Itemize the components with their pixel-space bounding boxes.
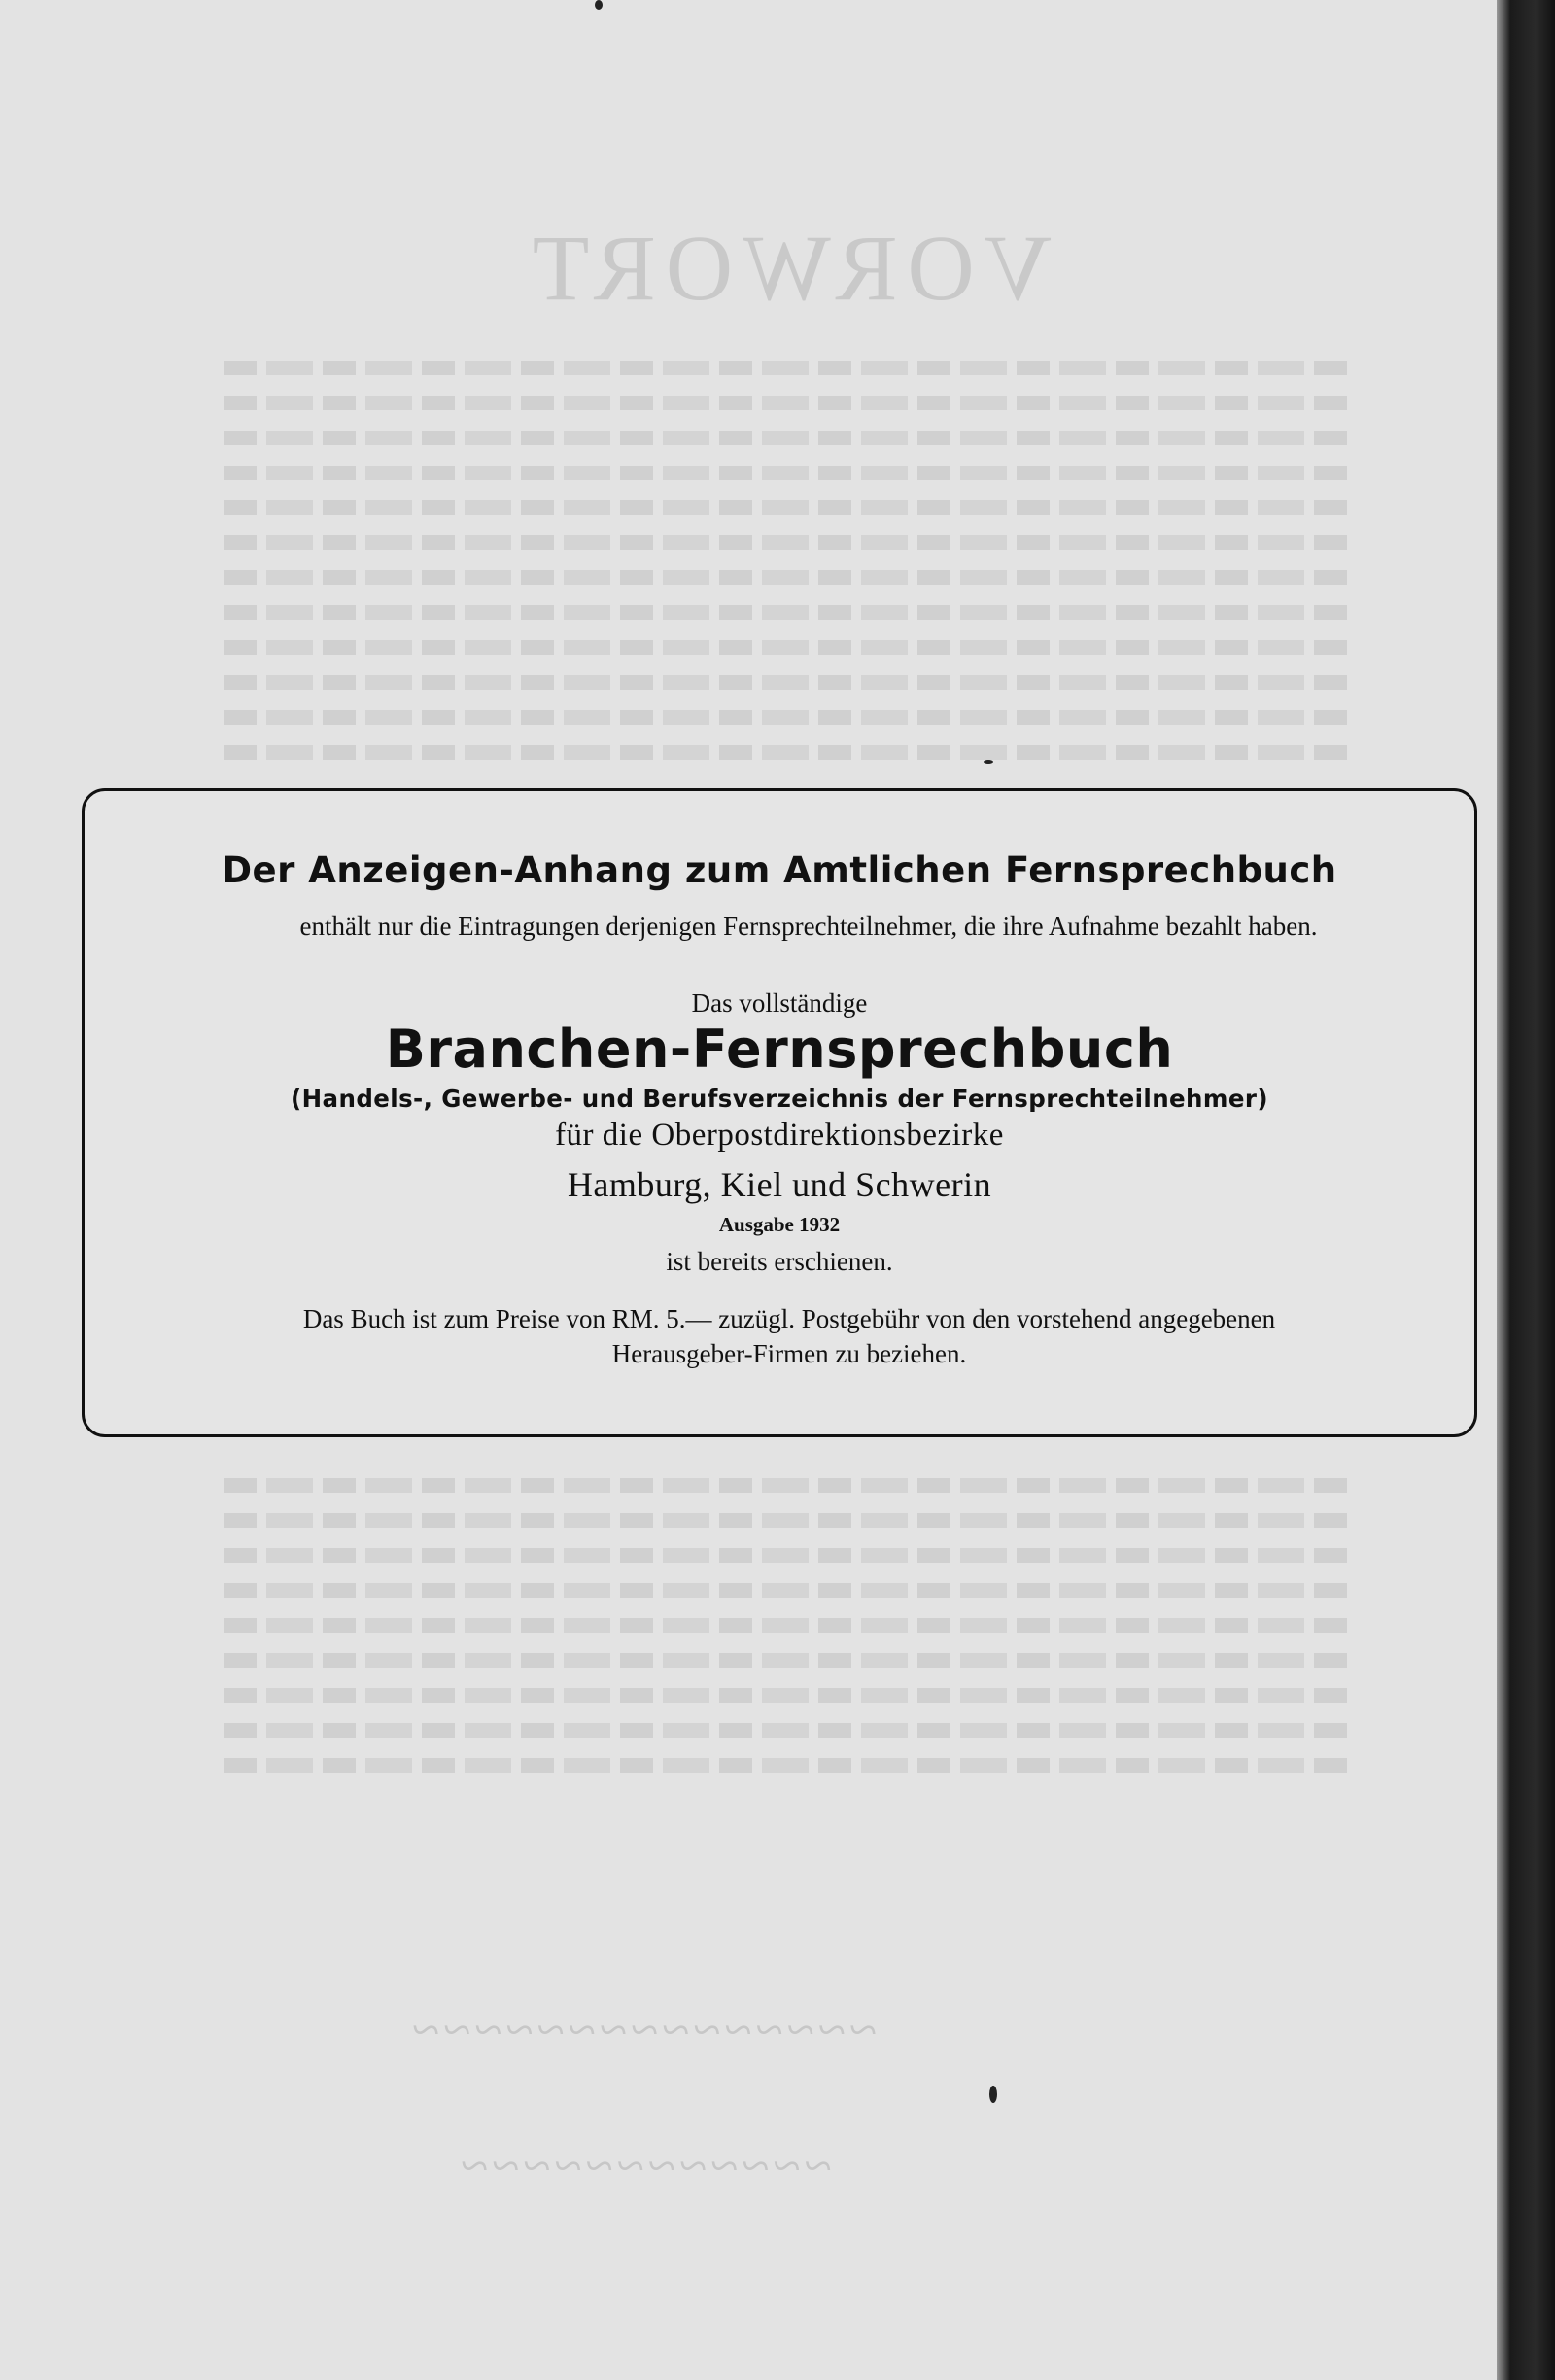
- ad-price-note: Das Buch ist zum Preise von RM. 5.— zuzügl. Postgebühr von den vorstehend angegebenen Herausgeber-Firmen zu beziehen.: [302, 1304, 1276, 1368]
- ad-heading: Der Anzeigen-Anhang zum Amtlichen Fernsprechbuch: [222, 849, 1337, 891]
- show-through-text: [224, 214, 1351, 780]
- ad-districts-line: für die Oberpostdirektionsbezirke: [555, 1118, 1004, 1153]
- ad-subtitle: (Handels-, Gewerbe- und Berufsverzeichnis der Fernsprechteilnehmer): [291, 1085, 1268, 1113]
- ad-status: ist bereits erschienen.: [666, 1247, 893, 1276]
- ad-intro-text: enthält nur die Eintragungen derjenigen Fernsprechteilnehmer, die ihre Aufnahme bezahlt haben.: [299, 912, 1318, 941]
- scan-speck: [984, 760, 993, 764]
- show-through-title: VORWORT: [522, 216, 1053, 320]
- ad-lead-text: Das vollständige: [691, 988, 868, 1018]
- show-through-signature-1: ~~~~~~~~~~~~~~~: [408, 2003, 877, 2058]
- ad-cities: Hamburg, Kiel und Schwerin: [567, 1165, 992, 1204]
- show-through-signature-2: ~~~~~~~~~~~~: [457, 2139, 832, 2194]
- page-edge-shadow: [1497, 0, 1555, 2380]
- ad-book-title: Branchen-Fernsprechbuch: [385, 1018, 1174, 1080]
- ad-edition: Ausgabe 1932: [718, 1213, 841, 1236]
- show-through-lower-text: [224, 1458, 1351, 1793]
- scan-speck: [595, 0, 603, 10]
- scan-speck: [989, 2086, 997, 2103]
- advertisement-box: [82, 788, 1477, 1437]
